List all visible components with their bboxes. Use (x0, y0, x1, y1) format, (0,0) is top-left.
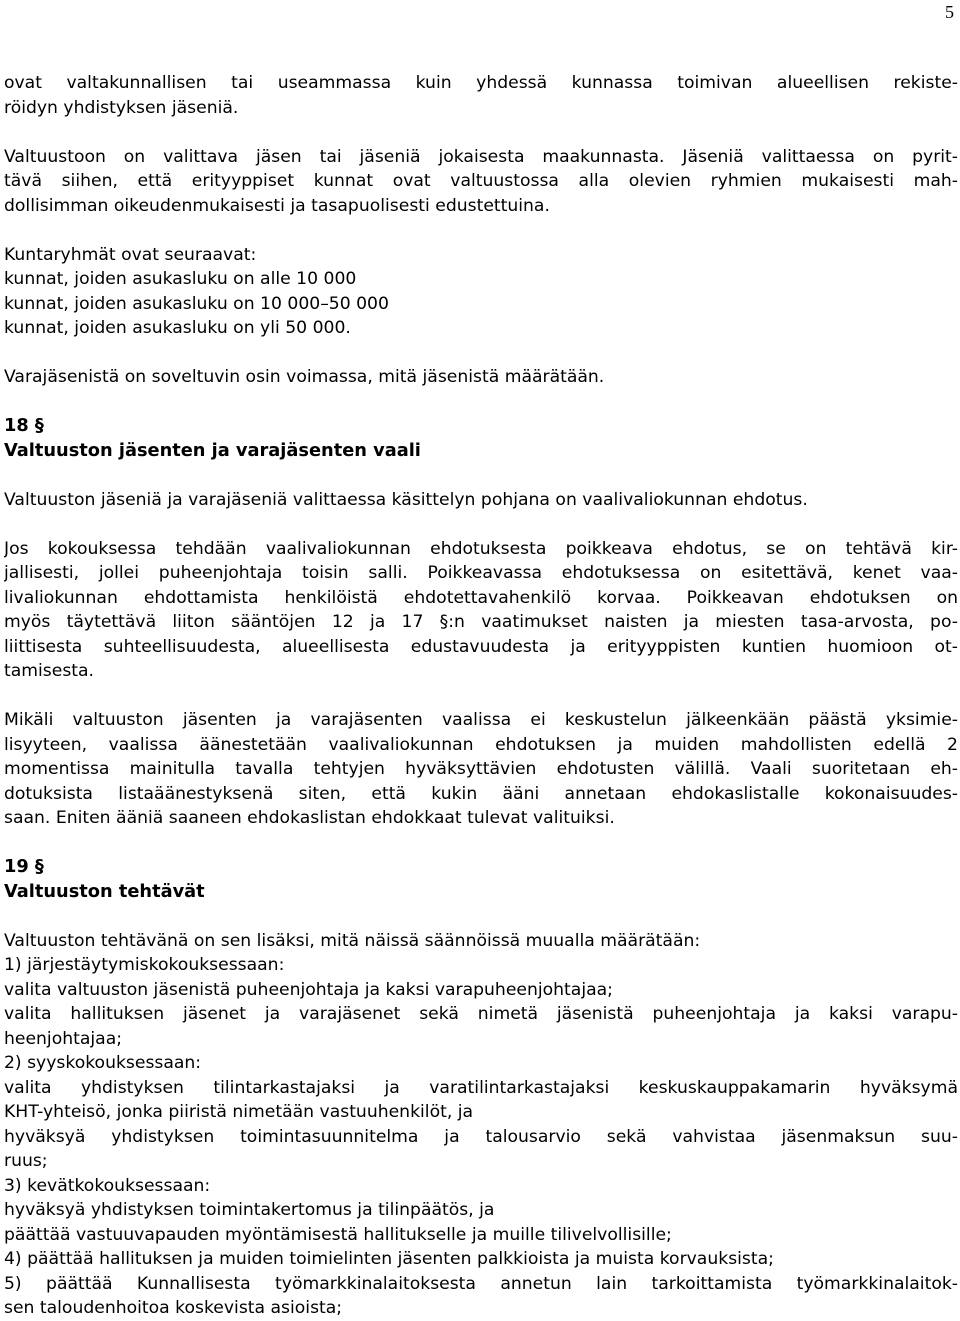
text-line: valita valtuuston jäsenistä puheenjohtaja ja kaksi varapuheenjohtajaa; (4, 979, 613, 1000)
text-line: Valtuuston tehtävänä on sen lisäksi, mitä näissä säännöissä muualla määrätään: (4, 930, 701, 951)
text-line: lisyyteen, vaalissa äänestetään vaalivaliokunnan ehdotuksen ja muiden mahdollisten edellä 2 (4, 734, 958, 755)
text-line: kunnat, joiden asukasluku on yli 50 000. (4, 318, 351, 338)
section-number: 18 § (4, 415, 44, 436)
page-number: 5 (945, 2, 954, 22)
text-line: Valtuustoon on valittava jäsen tai jäseniä jokaisesta maakunnasta. Jäseniä valittaessa on pyrit- (4, 146, 958, 167)
text-line: valita hallituksen jäsenet ja varajäsenet sekä nimetä jäsenistä puheenjohtaja ja kaksi varapu- (4, 1004, 958, 1024)
text-line: saan. Eniten ääniä saaneen ehdokaslistan ehdokkaat tulevat valituiksi. (4, 808, 615, 828)
text-line: 2) syyskokouksessaan: (4, 1053, 202, 1073)
section-title: Valtuuston tehtävät (4, 880, 205, 902)
text-line: hyväksyä yhdistyksen toimintakertomus ja tilinpäätös, ja (4, 1200, 495, 1220)
text-line: dotuksista listaäänestyksenä siten, että kukin ääni annetaan ehdokaslistalle kokonaisuudes- (4, 783, 958, 804)
text-line: ovat valtakunnallisen tai useammassa kuin yhdessä kunnassa toimivan alueellisen rekiste- (4, 73, 958, 93)
paragraph (4, 365, 958, 390)
paragraph-gap (4, 831, 958, 856)
paragraph-gap (4, 463, 958, 488)
text-line: dollisimman oikeudenmukaisesti ja tasapuolisesti edustettuina. (4, 195, 550, 216)
paragraph (4, 488, 958, 513)
text-line: tamisesta. (4, 661, 95, 681)
document-body (4, 71, 958, 1321)
text-line: Mikäli valtuuston jäsenten ja varajäsenten vaalissa ei keskustelun jälkeenkään päästä yksimie- (4, 710, 958, 730)
text-line: tävä siihen, että erityyppiset kunnat ovat valtuustossa alla olevien ryhmien mukaisesti mah- (4, 171, 958, 191)
text-line: livaliokunnan ehdottamista henkilöistä ehdotettavahenkilö korvaa. Poikkeavan ehdotuksen on (4, 587, 958, 608)
text-line: röidyn yhdistyksen jäseniä. (4, 97, 239, 118)
section-number: 19 § (4, 856, 44, 877)
text-line: 3) kevätkokouksessaan: (4, 1175, 211, 1196)
paragraph (4, 708, 958, 831)
text-line: hyväksyä yhdistyksen toimintasuunnitelma ja talousarvio sekä vahvistaa jäsenmaksun suu- (4, 1126, 958, 1147)
section-title: Valtuuston jäsenten ja varajäsenten vaali (4, 439, 421, 461)
paragraph-gap (4, 390, 958, 415)
text-line: kunnat, joiden asukasluku on alle 10 000 (4, 269, 357, 289)
text-line: valita yhdistyksen tilintarkastajaksi ja varatilintarkastajaksi keskuskauppakamarin hyväksymä (4, 1077, 958, 1098)
text-line: 4) päättää hallituksen ja muiden toimielinten jäsenten palkkioista ja muista korvauksista; (4, 1249, 774, 1269)
text-line: KHT-yhteisö, jonka piiristä nimetään vastuuhenkilöt, ja (4, 1102, 474, 1122)
paragraph (4, 145, 958, 219)
text-line: myös täytettävä liiton sääntöjen 12 ja 17 §:n vaatimukset naisten ja miesten tasa-arvosta, po- (4, 612, 958, 632)
text-line: heenjohtajaa; (4, 1028, 123, 1049)
text-line: 1) järjestäytymiskokouksessaan: (4, 955, 285, 975)
paragraph (4, 537, 958, 684)
text-line: Varajäsenistä on soveltuvin osin voimassa, mitä jäsenistä määrätään. (4, 367, 605, 387)
paragraph-gap (4, 218, 958, 243)
text-line: ruus; (4, 1151, 48, 1171)
text-line: Jos kokouksessa tehdään vaalivaliokunnan ehdotuksesta poikkeava ehdotus, se on tehtävä kir- (4, 538, 958, 559)
text-line: kunnat, joiden asukasluku on 10 000–50 000 (4, 293, 389, 314)
paragraph-gap (4, 904, 958, 929)
section-heading (4, 855, 958, 904)
text-line: päättää vastuuvapauden myöntämisestä hallitukselle ja muille tilivelvollisille; (4, 1224, 672, 1245)
paragraph (4, 71, 958, 120)
text-line: Kuntaryhmät ovat seuraavat: (4, 244, 257, 265)
text-line: 5) päättää Kunnallisesta työmarkkinalaitoksesta annetun lain tarkoittamista työmarkkinalaitok- (4, 1273, 958, 1294)
text-line: liittisesta suhteellisuudesta, alueellisesta edustavuudesta ja erityyppisten kuntien huomioon ot- (4, 636, 958, 657)
paragraph-gap (4, 341, 958, 366)
text-line: sen taloudenhoitoa koskevista asioista; (4, 1298, 343, 1318)
section-heading (4, 414, 958, 463)
text-line: Valtuuston jäseniä ja varajäseniä valittaessa käsittelyn pohjana on vaalivaliokunnan ehdotus. (4, 489, 808, 510)
text-line: jallisesti, jollei puheenjohtaja toisin salli. Poikkeavassa ehdotuksessa on esitettävä, kenet vaa- (4, 563, 958, 583)
paragraph (4, 243, 958, 341)
text-line: momentissa mainitulla tavalla tehtyjen hyväksyttävien ehdotusten välillä. Vaali suoritetaan eh- (4, 759, 958, 779)
paragraph-gap (4, 512, 958, 537)
paragraph-gap (4, 684, 958, 709)
paragraph (4, 929, 958, 1321)
paragraph-gap (4, 120, 958, 145)
